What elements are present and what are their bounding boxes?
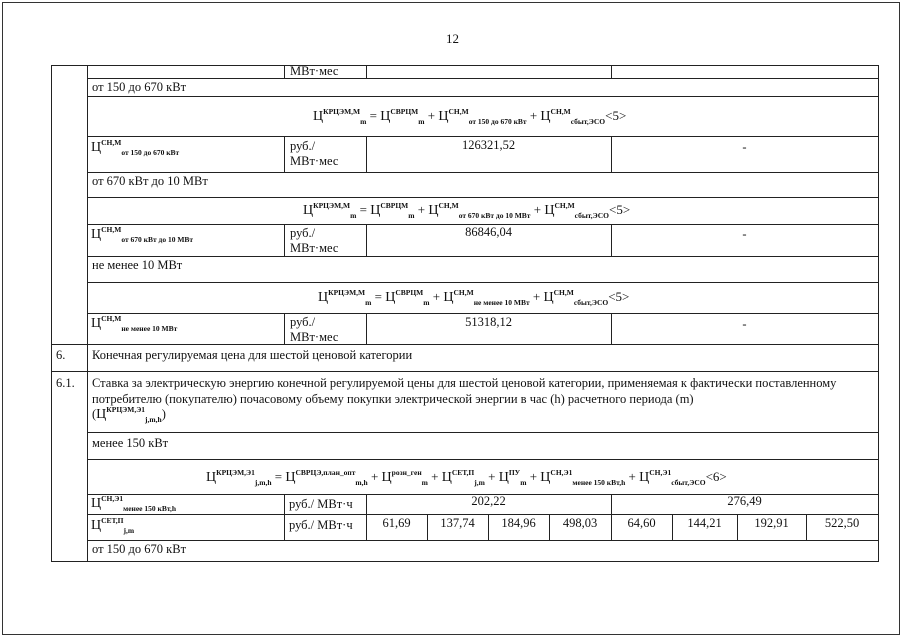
item-heading: Конечная регулируемая цена для шестой ценовой категории — [92, 348, 413, 362]
value-cell: - — [742, 317, 747, 331]
value-cell: 202,22 — [471, 494, 506, 508]
unit-cell: руб./ — [290, 139, 316, 153]
page-number: 12 — [446, 31, 459, 46]
label-cell: $Ц^{СН,М}_{от 670 кВт до 10 МВт}$ — [91, 225, 194, 244]
label-cell: $Ц^{СЕТ,П}_{j,m}$ — [91, 516, 135, 535]
item-number: 6.1. — [56, 376, 75, 390]
label-cell: $Ц^{СН,Э1}_{менее 150 кВт,h}$ — [91, 494, 177, 513]
value-cell: 137,74 — [440, 516, 475, 530]
value-cell: - — [742, 140, 747, 154]
item-number: 6. — [56, 348, 66, 362]
value-cell: 126321,52 — [461, 138, 516, 152]
value-cell: - — [742, 227, 747, 241]
unit-cell: МВт·мес — [290, 64, 339, 78]
label-cell: $Ц^{СН,М}_{не менее 10 МВт}$ — [91, 314, 178, 333]
value-cell: 144,21 — [687, 516, 722, 530]
unit-cell: руб./ МВт·ч — [289, 497, 353, 511]
value-cell: 498,03 — [562, 516, 598, 530]
unit-cell: руб./ — [290, 315, 316, 329]
unit-cell: руб./ МВт·ч — [289, 518, 353, 532]
formula-less-150: $Ц^{КРЦЭМ,Э1}_{j,m,h} = Ц^{СВРЦЭ,план\_опт}_{m,h} + Ц^{розн\_ген}_m + Ц^{СЕТ,П}_{j,m} + Ц^{ПУ}_m + Ц^{СН,Э1}_{менее 150 кВт,h} + Ц^{СН,Э1}_{сбыт,ЭСО}<6>$ — [206, 468, 727, 487]
value-cell: 61,69 — [382, 516, 411, 530]
section-label: менее 150 кВт — [92, 436, 169, 450]
value-cell: 276,49 — [727, 494, 762, 508]
formula-670-10: $Ц^{КРЦЭМ,М}_m = Ц^{СВРЦМ}_m + Ц^{СН,М}_{от 670 кВт до 10 МВт} + Ц^{СН,М}_{сбыт,ЭСО}<5>$ — [303, 201, 631, 220]
section-label: от 150 до 670 кВт — [92, 80, 187, 94]
unit-cell: МВт·мес — [290, 241, 339, 255]
value-cell: 184,96 — [501, 516, 536, 530]
value-cell: 86846,04 — [465, 225, 512, 239]
unit-cell: МВт·мес — [290, 330, 339, 344]
section-label: от 150 до 670 кВт — [92, 542, 187, 556]
item-description: Ставка за электрическую энергию конечной регулируемой цены для шестой ценовой категории, применяемая к фактически поставленному потребителю (покупателю) почасовому объему покупки электрической энергии в час (h) расчетного периода (m) $(Ц^{КРЦЭМ,Э1}_{j,m,h})$ — [92, 376, 837, 424]
section-label: от 670 кВт до 10 МВт — [92, 174, 208, 188]
value-cell: 192,91 — [754, 516, 789, 530]
formula-150-670: $Ц^{КРЦЭМ,М}_m = Ц^{СВРЦМ}_m + Ц^{СН,М}_{от 150 до 670 кВт} + Ц^{СН,М}_{сбыт,ЭСО}<5>$ — [313, 107, 627, 126]
label-cell: $Ц^{СН,М}_{от 150 до 670 кВт}$ — [91, 138, 180, 157]
section-label: не менее 10 МВт — [92, 258, 183, 272]
value-cell: 51318,12 — [465, 315, 512, 329]
formula-10: $Ц^{КРЦЭМ,М}_m = Ц^{СВРЦМ}_m + Ц^{СН,М}_{не менее 10 МВт} + Ц^{СН,М}_{сбыт,ЭСО}<5>$ — [318, 288, 630, 307]
value-cell: 64,60 — [627, 516, 656, 530]
unit-cell: МВт·мес — [290, 154, 339, 168]
value-cell: 522,50 — [824, 516, 860, 530]
unit-cell: руб./ — [290, 226, 316, 240]
